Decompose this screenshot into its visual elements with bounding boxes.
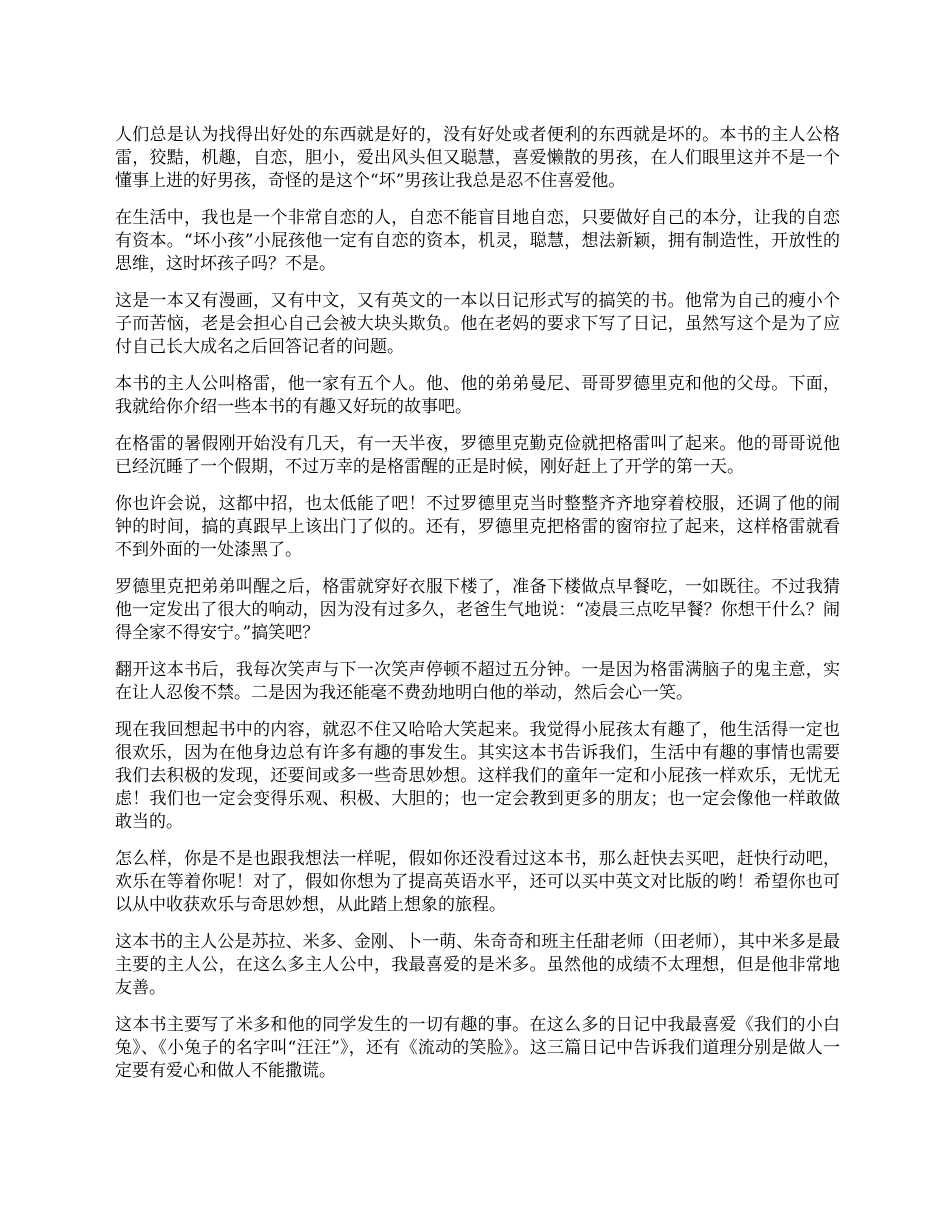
paragraph-10: 怎么样，你是不是也跟我想法一样呢，假如你还没看过这本书，那么赶快去买吧，赶快行动吧，欢乐在等着你呢！对了，假如你想为了提高英语水平，还可以买中英文对比版的哟！希望你也可以从中收获欢乐与奇思妙想，从此踏上想象的旅程。 [115,849,840,915]
paragraph-1: 人们总是认为找得出好处的东西就是好的，没有好处或者便利的东西就是坏的。本书的主人公格雷，狡黠，机趣，自恋，胆小，爱出风头但又聪慧，喜爱懒散的男孩，在人们眼里这并不是一个懂事上进的好男孩，奇怪的是这个“坏”男孩让我总是忍不住喜爱他。 [115,125,840,191]
paragraph-6: 你也许会说，这都中招，也太低能了吧！不过罗德里克当时整整齐齐地穿着校服，还调了他的闹钟的时间，搞的真跟早上该出门了似的。还有，罗德里克把格雷的窗帘拉了起来，这样格雷就看不到外面的一处漆黑了。 [115,494,840,560]
paragraph-5: 在格雷的暑假刚开始没有几天，有一天半夜，罗德里克勤克俭就把格雷叫了起来。他的哥哥说他已经沉睡了一个假期，不过万幸的是格雷醒的正是时候，刚好赶上了开学的第一天。 [115,434,840,477]
paragraph-3: 这是一本又有漫画，又有中文，又有英文的一本以日记形式写的搞笑的书。他常为自己的瘦小个子而苦恼，老是会担心自己会被大块头欺负。他在老妈的要求下写了日记，虽然写这个是为了应付自己长大成名之后回答记者的问题。 [115,290,840,357]
paragraph-8: 翻开这本书后，我每次笑声与下一次笑声停顿不超过五分钟。一是因为格雷满脑子的鬼主意，实在让人忍俊不禁。二是因为我还能毫不费劲地明白他的举动，然后会心一笑。 [115,660,840,704]
paragraph-2: 在生活中，我也是一个非常自恋的人，自恋不能盲目地自恋，只要做好自己的本分，让我的自恋有资本。“坏小孩”小屁孩他一定有自恋的资本，机灵，聪慧，想法新颖，拥有制造性，开放性的思维，这时坏孩子吗？不是。 [115,207,840,274]
paragraph-9: 现在我回想起书中的内容，就忍不住又哈哈大笑起来。我觉得小屁孩太有趣了，他生活得一定也很欢乐，因为在他身边总有许多有趣的事发生。其实这本书告诉我们，生活中有趣的事情也需要我们去积极的发现，还要间或多一些奇思妙想。这样我们的童年一定和小屁孩一样欢乐，无忧无虑！我们也一定会变得乐观、积极、大胆的；也一定会教到更多的朋友；也一定会像他一样敢做敢当的。 [115,720,840,832]
paragraph-4: 本书的主人公叫格雷，他一家有五个人。他、他的弟弟曼尼、哥哥罗德里克和他的父母。下面，我就给你介绍一些本书的有趣又好玩的故事吧。 [115,373,840,417]
paragraph-12: 这本书主要写了米多和他的同学发生的一切有趣的事。在这么多的日记中我最喜爱《我们的小白兔》、《小兔子的名字叫“汪汪”》，还有《流动的笑脸》。这三篇日记中告诉我们道理分别是做人一定要有爱心和做人不能撒谎。 [115,1015,840,1081]
paragraph-7: 罗德里克把弟弟叫醒之后，格雷就穿好衣服下楼了，准备下楼做点早餐吃，一如既往。不过我猜他一定发出了很大的响动，因为没有过多久，老爸生气地说：“凌晨三点吃早餐？你想干什么？闹得全家不得安宁。”搞笑吧？ [115,577,840,643]
paragraph-11: 这本书的主人公是苏拉、米多、金刚、卜一萌、朱奇奇和班主任甜老师（田老师），其中米多是最主要的主人公，在这么多主人公中，我最喜爱的是米多。虽然他的成绩不太理想，但是他非常地友善。 [115,932,840,998]
document-body [115,124,840,1097]
